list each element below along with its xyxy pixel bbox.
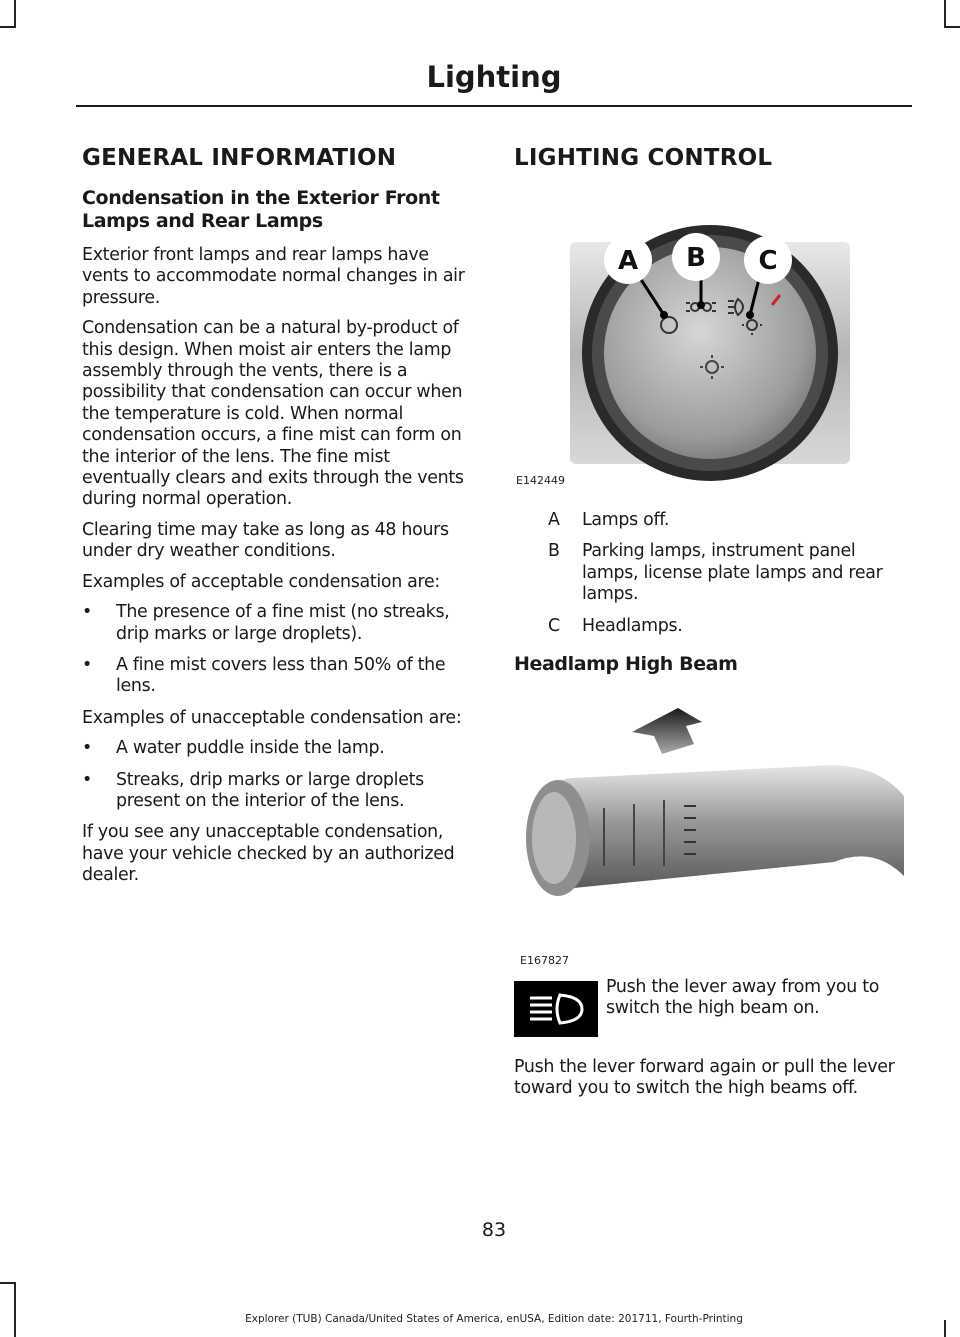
lever-body [534, 765, 904, 888]
high-beam-lever-figure [514, 688, 910, 973]
list-item: • The presence of a fine mist (no streaks, drip marks or large droplets). [82, 602, 450, 644]
lighting-switch-illustration [514, 187, 910, 492]
figure-code: E142449 [516, 474, 565, 487]
header-divider [76, 105, 912, 107]
lighting-control-figure [514, 187, 910, 492]
callout-b [672, 233, 720, 281]
callout-dot [697, 301, 705, 309]
key-row-c: C Headlamps. [548, 615, 683, 636]
callout-a [604, 236, 652, 284]
key-row-a: A Lamps off. [548, 510, 670, 530]
svg-text:B: B [686, 243, 706, 273]
callout-dot [660, 311, 668, 319]
svg-text:C: C [758, 246, 778, 276]
paragraph: Examples of unacceptable condensation are: [82, 707, 462, 728]
crop-mark [0, 26, 16, 28]
section-title-general-information: GENERAL INFORMATION [82, 145, 397, 171]
figure-code: E167827 [520, 954, 569, 968]
paragraph: Condensation can be a natural by-product of this design. When moist air enters the lamp assembly through the vents, there is a possibility that condensation can occur when the temperature is cold. When normal condensation occurs, a fine mist can form on the interior of the lens. The fine mist eventually clears and exits through the vents during normal operation. [82, 318, 464, 510]
left-column [82, 145, 474, 896]
high-beam-icon [514, 981, 598, 1037]
list-item: • Streaks, drip marks or large droplets present on the interior of the lens. [82, 769, 424, 811]
crop-mark [14, 1282, 16, 1337]
svg-text:A: A [617, 246, 639, 276]
subsection-title-headlamp-high-beam: Headlamp High Beam [514, 653, 738, 676]
callout-key-list [514, 510, 910, 637]
page-number: 83 [481, 1219, 507, 1241]
crop-mark [14, 0, 16, 28]
paragraph: Exterior front lamps and rear lamps have vents to accommodate normal changes in air pressure. [82, 245, 465, 308]
paragraph: Examples of acceptable condensation are: [82, 571, 440, 592]
paragraph: Clearing time may take as long as 48 hours under dry weather conditions. [82, 519, 449, 562]
paragraph: Push the lever forward again or pull the lever toward you to switch the high beams off. [514, 1057, 895, 1099]
lever-end-face [532, 792, 576, 884]
crop-mark [0, 1282, 16, 1284]
callout-dot [746, 311, 754, 319]
push-arrow-icon [632, 708, 702, 754]
crop-mark [944, 0, 946, 28]
paragraph: Push the lever away from you to switch the high beam on. [606, 977, 880, 1019]
callout-c [744, 236, 792, 284]
lever-illustration [514, 688, 910, 973]
page-title: Lighting [426, 60, 562, 94]
paragraph: If you see any unacceptable condensation, have your vehicle checked by an authorized dealer. [82, 822, 455, 886]
high-beam-instruction [514, 977, 910, 1037]
unacceptable-list [82, 738, 474, 812]
acceptable-list [82, 602, 474, 698]
crop-mark [944, 26, 960, 28]
section-title-lighting-control: LIGHTING CONTROL [514, 145, 773, 171]
subsection-title-condensation: Condensation in the Exterior Front Lamps and Rear Lamps [82, 187, 440, 232]
list-item: • A fine mist covers less than 50% of the lens. [82, 654, 446, 697]
list-item: • A water puddle inside the lamp. [82, 738, 385, 759]
key-row-b: B Parking lamps, instrument panel lamps, license plate lamps and rear lamps. [548, 541, 883, 605]
right-column [514, 145, 910, 1109]
page-footer: Explorer (TUB) Canada/United States of America, enUSA, Edition date: 201711, Fourth-Printing [245, 1313, 743, 1325]
